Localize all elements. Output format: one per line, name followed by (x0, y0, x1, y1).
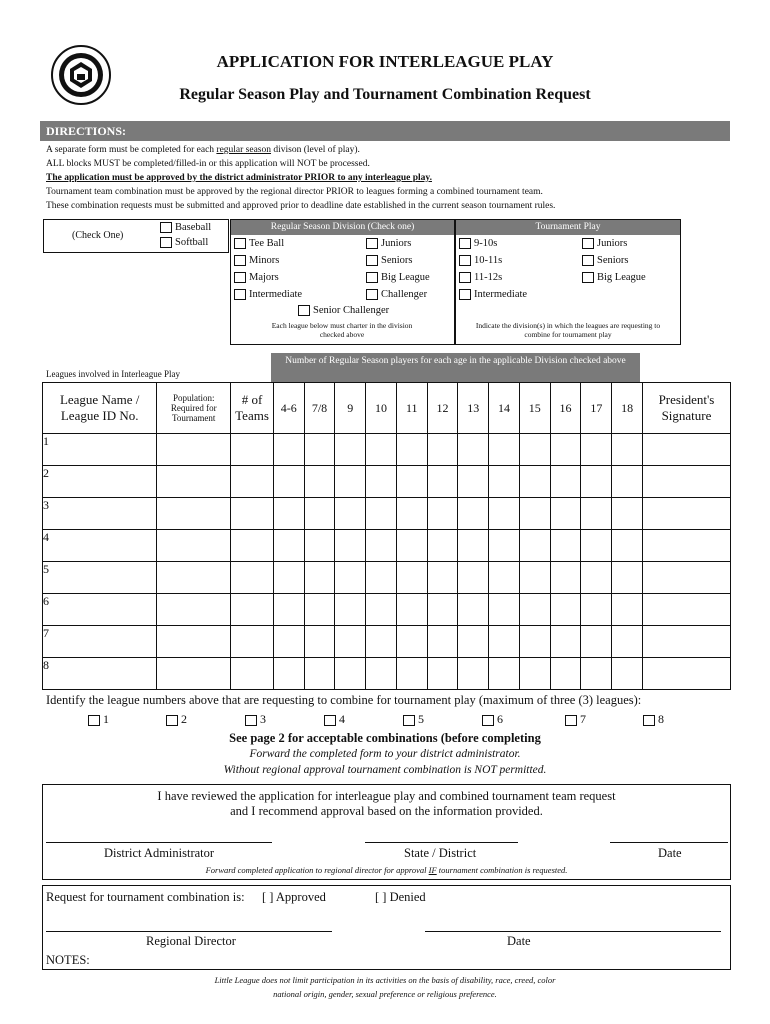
age-cell[interactable] (273, 626, 304, 658)
combine-checkbox[interactable] (166, 715, 178, 726)
division-senior-challenger[interactable]: Senior Challenger (298, 305, 389, 316)
teams-cell[interactable] (231, 434, 274, 466)
softball-option[interactable]: Softball (160, 237, 208, 248)
forward-regional-note: Forward completed application to regional director for approval IF tournament combination is requested. (205, 865, 568, 875)
tournament-10-11s[interactable]: 10-11s (459, 255, 502, 266)
age-cell[interactable] (519, 498, 550, 530)
league-cell[interactable] (43, 530, 157, 562)
request-label: Request for tournament combination is: (46, 890, 245, 904)
age-cell[interactable] (273, 562, 304, 594)
age-cell[interactable] (581, 562, 612, 594)
baseball-checkbox[interactable] (160, 222, 172, 233)
col-age-header: 4-6 (273, 383, 304, 434)
age-cell[interactable] (581, 626, 612, 658)
combine-6[interactable]: 6 (482, 712, 503, 727)
leagues-involved-label: Leagues involved in Interleague Play (46, 369, 180, 379)
direction-line-3: The application must be approved by the district administrator PRIOR to any interleague play. (46, 173, 432, 183)
directions-heading: DIRECTIONS: (40, 121, 730, 141)
table-row (43, 594, 731, 626)
age-cell[interactable] (612, 466, 643, 498)
age-cell[interactable] (427, 626, 458, 658)
signature-cell[interactable] (642, 562, 730, 594)
population-cell[interactable] (157, 530, 231, 562)
age-cell[interactable] (304, 466, 335, 498)
col-signature-header: President's Signature (642, 383, 730, 434)
league-cell[interactable] (43, 434, 157, 466)
age-cell[interactable] (366, 498, 397, 530)
direction-line-5: These combination requests must be submitted and approved prior to deadline date established in the current season tournament rules. (46, 201, 556, 211)
age-cell[interactable] (489, 498, 520, 530)
signature-cell[interactable] (642, 594, 730, 626)
notes-label: NOTES: (46, 953, 90, 967)
row-number: 4 (43, 530, 49, 544)
row-number: 3 (43, 498, 49, 512)
10-11s-checkbox[interactable] (459, 255, 471, 266)
majors-checkbox[interactable] (234, 272, 246, 283)
league-cell[interactable] (43, 498, 157, 530)
age-cell[interactable] (489, 594, 520, 626)
tournament-seniors-checkbox[interactable] (582, 255, 594, 266)
row-number: 2 (43, 466, 49, 480)
direction-line-4: Tournament team combination must be approved by the regional director PRIOR to leagues forming a combined tournament team. (46, 187, 543, 197)
age-cell[interactable] (550, 498, 581, 530)
age-cell[interactable] (519, 466, 550, 498)
combine-checkbox[interactable] (482, 715, 494, 726)
col-age-header: 9 (335, 383, 366, 434)
league-cell[interactable] (43, 594, 157, 626)
age-cell[interactable] (335, 498, 366, 530)
age-cell[interactable] (335, 562, 366, 594)
age-cell[interactable] (396, 562, 427, 594)
age-cell[interactable] (396, 594, 427, 626)
age-cell[interactable] (489, 626, 520, 658)
col-teams-header: # of Teams (231, 383, 274, 434)
tournament-9-10s[interactable]: 9-10s (459, 238, 497, 249)
senior-challenger-checkbox[interactable] (298, 305, 310, 316)
age-cell[interactable] (273, 658, 304, 690)
population-cell[interactable] (157, 434, 231, 466)
state-district-line[interactable] (365, 842, 518, 843)
see-page-2-note: See page 2 for acceptable combinations (before completing (229, 731, 541, 745)
col-age-header: 10 (366, 383, 397, 434)
age-cell[interactable] (581, 594, 612, 626)
age-cell[interactable] (489, 434, 520, 466)
division-big-league[interactable]: Big League (366, 272, 430, 283)
tournament-play-note: Indicate the division(s) in which the leagues are requesting to combine for tournament play (475, 321, 661, 339)
age-cell[interactable] (427, 434, 458, 466)
age-cell[interactable] (335, 530, 366, 562)
age-cell[interactable] (519, 434, 550, 466)
age-cell[interactable] (458, 530, 489, 562)
row-number: 7 (43, 626, 49, 640)
district-review-line-1: I have reviewed the application for interleague play and combined tournament team request (157, 789, 616, 803)
age-cell[interactable] (304, 498, 335, 530)
age-cell[interactable] (366, 626, 397, 658)
age-cell[interactable] (581, 434, 612, 466)
age-cell[interactable] (519, 594, 550, 626)
state-district-label: State / District (404, 846, 477, 860)
age-cell[interactable] (581, 658, 612, 690)
population-cell[interactable] (157, 594, 231, 626)
direction-line-1: A separate form must be completed for each regular season divison (level of play). (46, 145, 360, 155)
tournament-play-heading: Tournament Play (456, 220, 680, 235)
tournament-juniors-checkbox[interactable] (582, 238, 594, 249)
forward-note: Forward the completed form to your district administrator. (249, 748, 521, 760)
population-cell[interactable] (157, 498, 231, 530)
page-subtitle: Regular Season Play and Tournament Combination Request (179, 86, 591, 103)
age-cell[interactable] (335, 434, 366, 466)
signature-cell[interactable] (642, 434, 730, 466)
teams-cell[interactable] (231, 594, 274, 626)
age-cell[interactable] (304, 658, 335, 690)
population-cell[interactable] (157, 626, 231, 658)
juniors-checkbox[interactable] (366, 238, 378, 249)
age-cell[interactable] (612, 434, 643, 466)
row-number: 8 (43, 658, 49, 672)
division-intermediate[interactable]: Intermediate (234, 289, 302, 300)
combine-checkbox[interactable] (565, 715, 577, 726)
signature-cell[interactable] (642, 626, 730, 658)
age-cell[interactable] (304, 530, 335, 562)
age-cell[interactable] (612, 498, 643, 530)
players-heading: Number of Regular Season players for each age in the applicable Division checked above (271, 353, 640, 382)
tournament-big-league[interactable]: Big League (582, 272, 646, 283)
signature-cell[interactable] (642, 658, 730, 690)
age-cell[interactable] (489, 466, 520, 498)
age-cell[interactable] (366, 658, 397, 690)
age-cell[interactable] (273, 530, 304, 562)
league-table (42, 382, 731, 690)
col-age-header: 17 (581, 383, 612, 434)
age-cell[interactable] (273, 434, 304, 466)
division-majors[interactable]: Majors (234, 272, 279, 283)
age-cell[interactable] (366, 594, 397, 626)
combine-7[interactable]: 7 (565, 712, 586, 727)
district-date-label: Date (658, 846, 682, 860)
division-seniors[interactable]: Seniors (366, 255, 413, 266)
division-tee-ball[interactable]: Tee Ball (234, 238, 284, 249)
age-cell[interactable] (396, 434, 427, 466)
age-cell[interactable] (458, 466, 489, 498)
age-cell[interactable] (366, 434, 397, 466)
combine-4[interactable]: 4 (324, 712, 345, 727)
table-row (43, 658, 731, 690)
age-cell[interactable] (458, 626, 489, 658)
age-cell[interactable] (366, 466, 397, 498)
regular-season-heading: Regular Season Division (Check one) (231, 220, 454, 235)
district-review-line-2: and I recommend approval based on the information provided. (230, 804, 543, 818)
col-league-header: League Name / League ID No. (43, 383, 157, 434)
regional-director-label: Regional Director (146, 934, 236, 948)
signature-cell[interactable] (642, 498, 730, 530)
age-cell[interactable] (550, 626, 581, 658)
age-cell[interactable] (550, 562, 581, 594)
approved-option[interactable]: [ ] Approved (262, 890, 326, 904)
league-cell[interactable] (43, 658, 157, 690)
regional-director-signature-line[interactable] (46, 931, 332, 932)
col-age-header: 15 (519, 383, 550, 434)
tournament-big-league-checkbox[interactable] (582, 272, 594, 283)
league-cell[interactable] (43, 466, 157, 498)
age-cell[interactable] (458, 658, 489, 690)
tournament-11-12s[interactable]: 11-12s (459, 272, 502, 283)
tee-ball-checkbox[interactable] (234, 238, 246, 249)
age-cell[interactable] (550, 466, 581, 498)
age-cell[interactable] (335, 626, 366, 658)
combine-2[interactable]: 2 (166, 712, 187, 727)
signature-cell[interactable] (642, 530, 730, 562)
without-approval-note: Without regional approval tournament combination is NOT permitted. (223, 764, 547, 776)
col-age-header: 18 (612, 383, 643, 434)
teams-cell[interactable] (231, 466, 274, 498)
age-cell[interactable] (273, 466, 304, 498)
district-admin-signature-line[interactable] (46, 842, 272, 843)
age-cell[interactable] (366, 562, 397, 594)
age-cell[interactable] (427, 466, 458, 498)
teams-cell[interactable] (231, 626, 274, 658)
teams-cell[interactable] (231, 530, 274, 562)
age-cell[interactable] (396, 658, 427, 690)
tournament-seniors[interactable]: Seniors (582, 255, 629, 266)
tournament-intermediate[interactable]: Intermediate (459, 289, 527, 300)
population-cell[interactable] (157, 466, 231, 498)
population-cell[interactable] (157, 562, 231, 594)
table-row (43, 626, 731, 658)
combine-checkbox[interactable] (324, 715, 336, 726)
regular-season-note: Each league below must charter in the division checked above (271, 321, 413, 339)
combine-checkbox[interactable] (88, 715, 100, 726)
tournament-juniors[interactable]: Juniors (582, 238, 627, 249)
row-number: 5 (43, 562, 49, 576)
age-cell[interactable] (550, 434, 581, 466)
age-cell[interactable] (396, 498, 427, 530)
league-cell[interactable] (43, 562, 157, 594)
age-cell[interactable] (335, 658, 366, 690)
age-cell[interactable] (335, 594, 366, 626)
row-number: 6 (43, 594, 49, 608)
age-cell[interactable] (612, 594, 643, 626)
combine-prompt: Identify the league numbers above that are requesting to combine for tournament play (maximum of three (3) leagues): (46, 693, 642, 707)
age-cell[interactable] (581, 530, 612, 562)
intermediate-checkbox[interactable] (234, 289, 246, 300)
age-cell[interactable] (550, 658, 581, 690)
combine-1[interactable]: 1 (88, 712, 109, 727)
age-cell[interactable] (458, 562, 489, 594)
page-title: APPLICATION FOR INTERLEAGUE PLAY (216, 52, 554, 71)
age-cell[interactable] (427, 562, 458, 594)
age-cell[interactable] (581, 466, 612, 498)
big-league-checkbox[interactable] (366, 272, 378, 283)
baseball-option[interactable]: Baseball (160, 222, 211, 233)
age-cell[interactable] (489, 562, 520, 594)
division-minors[interactable]: Minors (234, 255, 279, 266)
combine-checkbox[interactable] (643, 715, 655, 726)
age-cell[interactable] (458, 434, 489, 466)
age-cell[interactable] (612, 658, 643, 690)
age-cell[interactable] (458, 594, 489, 626)
league-cell[interactable] (43, 626, 157, 658)
combine-checkbox[interactable] (403, 715, 415, 726)
col-population-header: Population: Required for Tournament (157, 383, 231, 434)
col-age-header: 11 (396, 383, 427, 434)
tournament-intermediate-checkbox[interactable] (459, 289, 471, 300)
11-12s-checkbox[interactable] (459, 272, 471, 283)
table-row (43, 530, 731, 562)
signature-cell[interactable] (642, 466, 730, 498)
age-cell[interactable] (612, 530, 643, 562)
row-number: 1 (43, 434, 49, 448)
age-cell[interactable] (273, 594, 304, 626)
age-cell[interactable] (489, 658, 520, 690)
district-admin-label: District Administrator (104, 846, 215, 860)
footer-line-2: national origin, gender, sexual preference or religious preference. (273, 989, 497, 999)
challenger-checkbox[interactable] (366, 289, 378, 300)
age-cell[interactable] (581, 498, 612, 530)
age-cell[interactable] (519, 562, 550, 594)
footer-line-1: Little League does not limit participation in its activities on the basis of disability, race, creed, color (214, 975, 556, 985)
regional-date-line[interactable] (425, 931, 721, 932)
check-one-label: (Check One) (72, 230, 124, 241)
teams-cell[interactable] (231, 562, 274, 594)
col-age-header: 16 (550, 383, 581, 434)
age-cell[interactable] (489, 530, 520, 562)
age-cell[interactable] (304, 594, 335, 626)
age-cell[interactable] (335, 466, 366, 498)
direction-line-2: ALL blocks MUST be completed/filled-in or this application will NOT be processed. (46, 159, 370, 169)
age-cell[interactable] (427, 498, 458, 530)
combine-8[interactable]: 8 (643, 712, 664, 727)
age-cell[interactable] (427, 594, 458, 626)
district-date-line[interactable] (610, 842, 728, 843)
combine-5[interactable]: 5 (403, 712, 424, 727)
division-challenger[interactable]: Challenger (366, 289, 427, 300)
col-age-header: 7/8 (304, 383, 335, 434)
table-row (43, 434, 731, 466)
9-10s-checkbox[interactable] (459, 238, 471, 249)
age-cell[interactable] (396, 466, 427, 498)
col-age-header: 13 (458, 383, 489, 434)
age-cell[interactable] (612, 562, 643, 594)
age-cell[interactable] (304, 562, 335, 594)
division-juniors[interactable]: Juniors (366, 238, 411, 249)
age-cell[interactable] (427, 658, 458, 690)
age-cell[interactable] (396, 626, 427, 658)
col-age-header: 12 (427, 383, 458, 434)
age-cell[interactable] (519, 530, 550, 562)
age-cell[interactable] (396, 530, 427, 562)
table-row (43, 562, 731, 594)
regional-date-label: Date (507, 934, 531, 948)
age-cell[interactable] (304, 434, 335, 466)
age-cell[interactable] (519, 626, 550, 658)
age-cell[interactable] (550, 530, 581, 562)
combine-checkbox[interactable] (245, 715, 257, 726)
seniors-checkbox[interactable] (366, 255, 378, 266)
col-age-header: 14 (489, 383, 520, 434)
age-cell[interactable] (519, 658, 550, 690)
age-cell[interactable] (273, 498, 304, 530)
teams-cell[interactable] (231, 658, 274, 690)
table-row (43, 466, 731, 498)
age-cell[interactable] (612, 626, 643, 658)
denied-option[interactable]: [ ] Denied (375, 890, 426, 904)
combine-3[interactable]: 3 (245, 712, 266, 727)
minors-checkbox[interactable] (234, 255, 246, 266)
population-cell[interactable] (157, 658, 231, 690)
age-cell[interactable] (427, 530, 458, 562)
age-cell[interactable] (304, 626, 335, 658)
teams-cell[interactable] (231, 498, 274, 530)
table-row (43, 498, 731, 530)
age-cell[interactable] (366, 530, 397, 562)
age-cell[interactable] (458, 498, 489, 530)
softball-checkbox[interactable] (160, 237, 172, 248)
age-cell[interactable] (550, 594, 581, 626)
